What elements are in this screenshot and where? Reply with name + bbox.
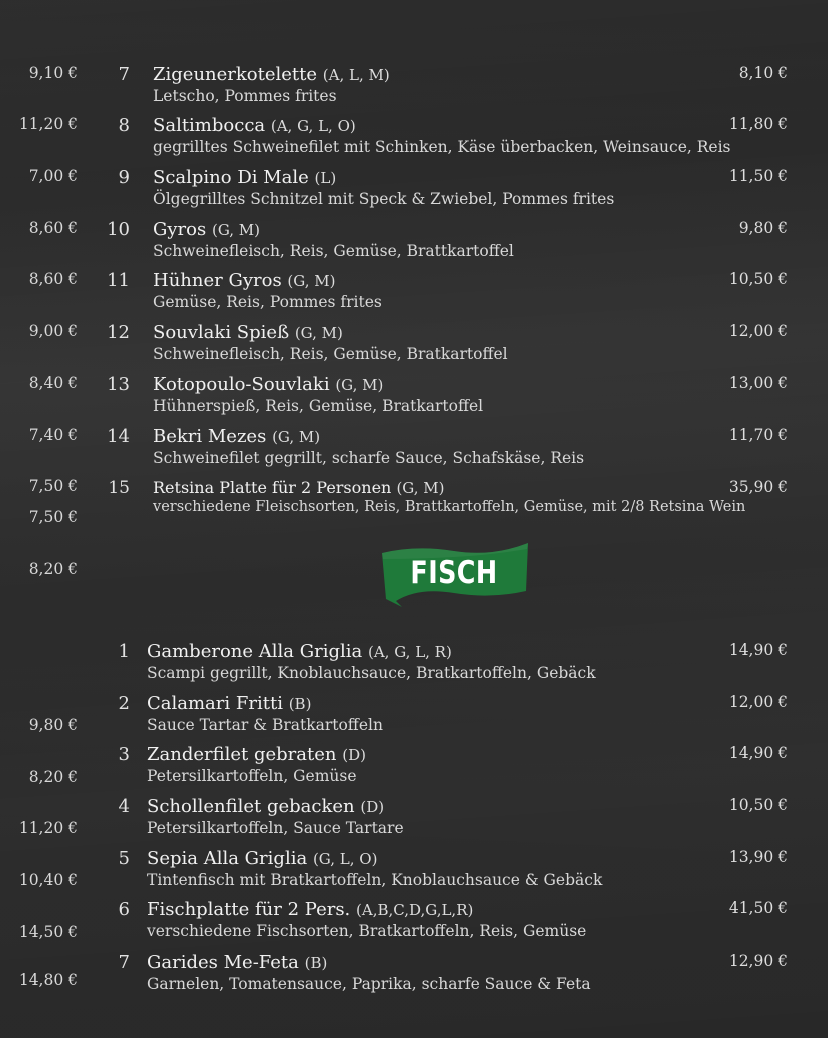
left-price: 10,40 € [18, 871, 78, 889]
item-number: 6 [118, 899, 130, 920]
menu-item [0, 270, 828, 316]
item-allergens: (A, G, L, O) [270, 117, 356, 135]
item-name-line [153, 167, 336, 188]
left-price: 7,40 € [28, 426, 78, 444]
item-name-line [153, 64, 390, 85]
item-price: 10,50 € [728, 796, 788, 814]
item-name: Bekri Mezes [153, 426, 267, 447]
item-name-line [153, 426, 320, 447]
item-number: 2 [118, 693, 130, 714]
item-description: Hühnerspieß, Reis, Gemüse, Bratkartoffel [153, 397, 484, 415]
item-price: 8,10 € [738, 64, 788, 82]
item-number: 3 [118, 744, 130, 765]
item-price: 11,50 € [728, 167, 788, 185]
item-price: 35,90 € [728, 478, 788, 496]
item-name: Scalpino Di Male [153, 167, 309, 188]
item-allergens: (G, M) [272, 428, 321, 446]
item-name: Garides Me-Feta [147, 952, 299, 973]
item-name-line [147, 693, 311, 714]
left-price: 8,40 € [28, 374, 78, 392]
item-description: Schweinefilet gegrillt, scharfe Sauce, Schafskäse, Reis [153, 449, 585, 467]
menu-item [0, 219, 828, 265]
menu-item [0, 64, 828, 110]
item-name-line [147, 899, 473, 920]
item-price: 14,90 € [728, 744, 788, 762]
item-name-line [153, 322, 343, 343]
item-description: Schweinefleisch, Reis, Gemüse, Bratkartoffel [153, 345, 508, 363]
item-number: 12 [107, 322, 130, 343]
left-price: 9,80 € [28, 716, 78, 734]
item-number: 9 [118, 167, 130, 188]
item-name: Schollenfilet gebacken [147, 796, 355, 817]
left-price: 11,20 € [18, 115, 78, 133]
item-name: Saltimbocca [153, 115, 266, 136]
item-number: 15 [108, 478, 130, 498]
item-name: Zanderfilet gebraten [147, 744, 337, 765]
menu-item [0, 848, 828, 894]
item-allergens: (L) [314, 169, 337, 187]
item-allergens: (D) [360, 798, 385, 816]
item-price: 10,50 € [728, 270, 788, 288]
menu-item [0, 374, 828, 420]
item-allergens: (G, M) [287, 272, 336, 290]
item-description: verschiedene Fleischsorten, Reis, Brattkartoffeln, Gemüse, mit 2/8 Retsina Wein [153, 499, 746, 515]
item-name-line [147, 744, 366, 765]
item-name-line [153, 374, 383, 395]
item-name-line [147, 641, 452, 662]
item-name-line [153, 219, 260, 240]
section-banner-fisch [378, 541, 530, 607]
item-description: Petersilkartoffeln, Gemüse [147, 767, 357, 785]
item-allergens: (A, L, M) [322, 66, 390, 84]
item-allergens: (B) [304, 954, 328, 972]
section-title: FISCH [410, 555, 498, 591]
item-name: Zigeunerkotelette [153, 64, 318, 85]
item-name-line [147, 848, 377, 869]
item-number: 8 [118, 115, 130, 136]
menu-item [0, 478, 828, 524]
menu-item [0, 899, 828, 945]
item-name-line [147, 952, 327, 973]
item-price: 12,00 € [728, 322, 788, 340]
menu-item [0, 693, 828, 739]
left-price: 8,60 € [28, 219, 78, 237]
left-price: 11,20 € [18, 819, 78, 837]
left-price: 14,80 € [18, 971, 78, 989]
item-price: 12,90 € [728, 952, 788, 970]
item-description: Schweinefleisch, Reis, Gemüse, Brattkartoffel [153, 242, 514, 260]
left-price: 8,20 € [28, 768, 78, 786]
item-name: Gamberone Alla Griglia [147, 641, 363, 662]
item-price: 13,00 € [728, 374, 788, 392]
item-number: 5 [118, 848, 130, 869]
item-name: Kotopoulo-Souvlaki [153, 374, 330, 395]
item-number: 7 [118, 64, 130, 85]
menu-item [0, 426, 828, 472]
item-price: 11,70 € [728, 426, 788, 444]
menu-item [0, 167, 828, 213]
item-description: gegrilltes Schweinefilet mit Schinken, Käse überbacken, Weinsauce, Reis [153, 138, 731, 156]
item-allergens: (A, G, L, R) [367, 643, 452, 661]
item-number: 10 [107, 219, 130, 240]
item-allergens: (G, L, O) [312, 850, 378, 868]
item-number: 13 [107, 374, 130, 395]
item-allergens: (G, M) [396, 479, 445, 497]
item-number: 1 [118, 641, 130, 662]
item-description: verschiedene Fischsorten, Bratkartoffeln, Reis, Gemüse [147, 922, 587, 940]
item-description: Garnelen, Tomatensauce, Paprika, scharfe Sauce & Feta [147, 975, 591, 993]
item-number: 14 [107, 426, 130, 447]
menu-item [0, 322, 828, 368]
item-price: 41,50 € [728, 899, 788, 917]
item-name: Retsina Platte für 2 Personen [153, 478, 392, 497]
item-description: Ölgegrilltes Schnitzel mit Speck & Zwiebel, Pommes frites [153, 190, 615, 208]
item-name: Hühner Gyros [153, 270, 282, 291]
item-name: Souvlaki Spieß [153, 322, 290, 343]
left-price: 9,10 € [28, 64, 78, 82]
item-allergens: (B) [288, 695, 312, 713]
item-name-line [153, 115, 356, 136]
menu-item [0, 952, 828, 998]
item-allergens: (G, M) [335, 376, 384, 394]
menu-item [0, 641, 828, 687]
menu-item [0, 115, 828, 161]
item-price: 11,80 € [728, 115, 788, 133]
item-allergens: (G, M) [211, 221, 261, 239]
item-allergens: (D) [342, 746, 366, 764]
item-name: Calamari Fritti [147, 693, 283, 714]
item-price: 12,00 € [728, 693, 788, 711]
item-description: Sauce Tartar & Bratkartoffeln [147, 716, 383, 734]
item-allergens: (G, M) [294, 324, 343, 342]
item-number: 7 [118, 952, 130, 973]
item-description: Letscho, Pommes frites [153, 87, 337, 105]
item-number: 11 [107, 270, 130, 291]
item-name-line [147, 796, 384, 817]
item-name: Gyros [153, 219, 207, 240]
left-price: 14,50 € [18, 923, 78, 941]
item-description: Tintenfisch mit Bratkartoffeln, Knoblauchsauce & Gebäck [147, 871, 603, 889]
item-name-line [153, 478, 445, 497]
left-price: 8,20 € [28, 560, 78, 578]
item-name: Sepia Alla Griglia [147, 848, 308, 869]
menu-item [0, 744, 828, 790]
item-description: Scampi gegrillt, Knoblauchsauce, Bratkartoffeln, Gebäck [147, 664, 596, 682]
menu-item [0, 796, 828, 842]
item-number: 4 [118, 796, 130, 817]
left-price: 9,00 € [28, 322, 78, 340]
item-description: Petersilkartoffeln, Sauce Tartare [147, 819, 404, 837]
left-price: 7,50 € [28, 508, 78, 526]
item-price: 14,90 € [728, 641, 788, 659]
item-description: Gemüse, Reis, Pommes frites [153, 293, 382, 311]
left-price: 8,60 € [28, 270, 78, 288]
item-price: 13,90 € [728, 848, 788, 866]
left-price: 7,00 € [28, 167, 78, 185]
item-price: 9,80 € [738, 219, 788, 237]
left-price: 7,50 € [28, 477, 78, 495]
item-name: Fischplatte für 2 Pers. [147, 899, 351, 920]
item-name-line [153, 270, 335, 291]
item-allergens: (A,B,C,D,G,L,R) [356, 901, 474, 919]
